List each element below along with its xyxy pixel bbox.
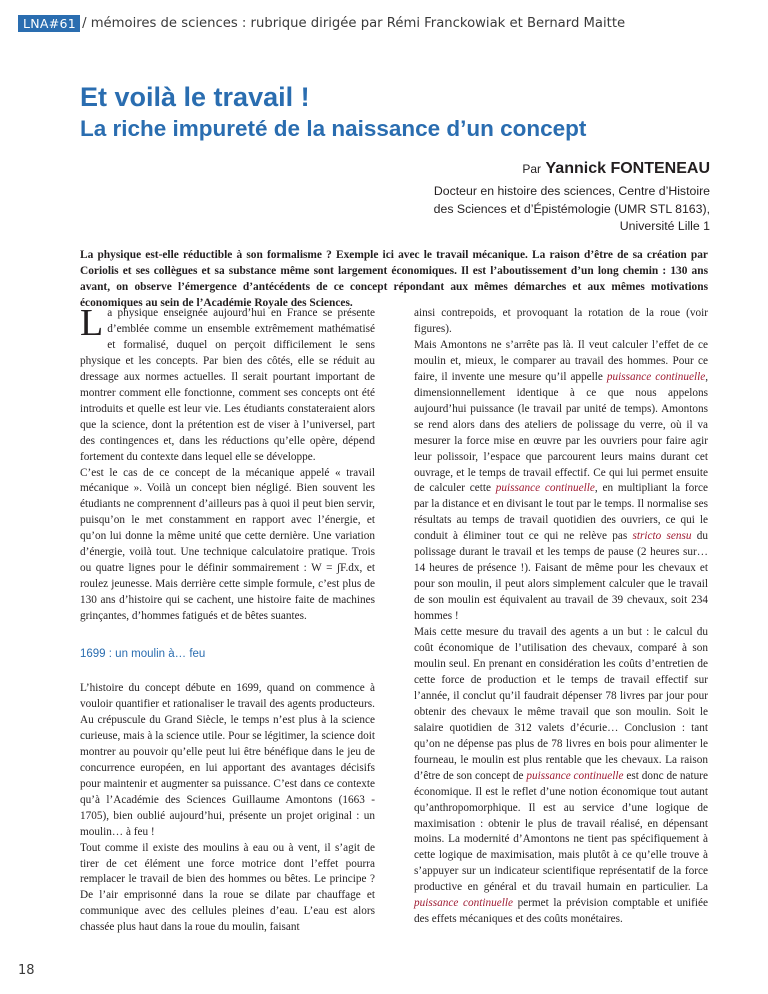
author-name: Yannick FONTENEAU [545,160,710,177]
article-title: Et voilà le travail ! [80,82,310,112]
section-heading: 1699 : un moulin à… feu [80,648,206,661]
drop-cap: L [80,302,104,344]
running-header [18,14,625,32]
page-number: 18 [18,963,35,978]
term-stricto-sensu: stricto sensu [632,530,692,543]
term-puissance-continuelle: puissance continuelle [495,482,595,495]
affiliation-line: Université Lille 1 [619,219,710,234]
body-paragraph: Mais Amontons ne s’arrête pas là. Il veut calculer l’effet de ce moulin et, mieux, le comparer au travail des hommes. Pour ce faire, il invente une mesure qu’il appelle puissance continuelle, dimensionnellement identique à ce que nous appelons aujourd’hui puissance (le travail par unité de temps). Amontons se rend alors dans des ateliers de polissage du verre, où il va mesurer la force mise en œuvre par les ouvriers pour faire agir leur polissoir, l’espace que parcourent leurs mains durant cet ouvrage, et le temps de travail effectif. Ce qui lui permet ensuite de calculer cette puissance continuelle, en multipliant la force par la distance et en divisant le tout par le temps. Il normalise ses résultats au temps de travail quotidien des ouvriers, ce qui le conduit à éliminer tout ce qui ne relève pas stricto sensu du polissage durant le travail et les temps de pause (2 heures sur… 14 heures de présence !). Faisant de même pour les chevaux et pour son moulin, il peut alors simplement calculer que le travail de son moulin est équivalent au travail de 39 chevaux, soit 234 hommes ! [414,338,709,623]
byline [522,160,710,178]
article-abstract: La physique est-elle réductible à son formalisme ? Exemple ici avec le travail mécanique. La raison d’être de sa création par Coriolis et ses collègues et sa substance même sont largement économiques. Il est l’aboutissement d’un long chemin : 130 ans avant, on observe l’émergence d’antécédents de ce concept répondant aux mêmes démarches et aux mêmes motivations économiques au sein de l’Académie Royale des Sciences. [80,249,708,309]
body-paragraph: Tout comme il existe des moulins à eau ou à vent, il s’agit de tirer de cet élément une force motrice dont l’effet pourra remplacer le travail de bien des hommes ou bêtes. Le principe ? De l’air emprisonné dans la roue se dilate par chauffage et communique avec des cellules pleines d’eau. L’eau est alors chassée plus haut dans la roue du moulin, faisant [80,841,375,934]
affiliation-line: Docteur en histoire des sciences, Centre d’Histoire [433,184,710,198]
term-puissance-continuelle: puissance continuelle [606,370,706,383]
rubric-line: / mémoires de sciences : rubrique dirigée par Rémi Franckowiak et Bernard Maitte [82,15,626,31]
magazine-badge: LNA#61 [18,15,80,32]
affiliation-line: des Sciences et d’Épistémologie (UMR STL 8163), [433,201,710,216]
column-right [414,306,708,928]
article-subtitle: La riche impureté de la naissance d’un concept [80,116,587,141]
term-puissance-continuelle: puissance continuelle [414,897,513,910]
body-paragraph: ainsi contrepoids, et provoquant la rotation de la roue (voir figures). [414,307,708,335]
body-paragraph: C’est le cas de ce concept de la mécanique appelé « travail mécanique ». Voilà un concept bien négligé. Bien souvent les étudiants ne comprennent d’ailleurs pas à quoi il peut bien servir, puisqu’on le met constamment en rapport avec l’énergie, et qu’on lui donne la même unité que cette dernière. Une variation d’énergie, voilà tout. Une technique calculatoire pratique. Trois ou quatre lignes pour le définir sommairement : W = ∫F.dx, et roulez jeunesse. Mais derrière cette simple formule, c’est plus de 130 ans d’histoire qui se cachent, une histoire faite de machines grinçantes, d’hommes fatigués et de bêtes suantes. [80,466,375,623]
by-prefix: Par [522,162,542,176]
body-paragraph: Mais cette mesure du travail des agents a un but : le calcul du coût économique de l’utilisation des chevaux, comparé à son moulin seul. En prenant en considération les coûts d’entretien de cette force de production et le temps de travail effectif sur l’année, il conclut qu’il faudrait dépenser 78 livres par jour pour obtenir des chevaux le même travail que son moulin. Soit le salaire quotidien de 312 valets d’écurie… Conclusion : tant qu’on ne dépense pas plus de 78 livres en bois pour alimenter le fourneau, le moulin est plus rentable que les chevaux. La raison d’être de son concept de puissance continuelle est donc de nature économique. Il est le reflet d’une notion économique tout autant qu’anthropomorphique. Il est au service d’une logique de maximisation : obtenir le plus de travail réalisé, en dépensant moins. La modernité d’Amontons ne tient pas spécifiquement à cette logique de maximisation, mais plutôt à ce qu’elle trouve à s’appuyer sur un indicateur scientifique représentatif de la force productive en général et du travail humain en particulier. La puissance continuelle permet la prévision comptable et unifiée des effets mécaniques et des coûts monétaires. [414,626,709,926]
author-affiliation [434,183,710,236]
column-left [80,302,375,936]
term-puissance-continuelle: puissance continuelle [526,769,624,782]
body-paragraph: L’histoire du concept débute en 1699, quand on commence à vouloir quantifier et rationaliser le travail des agents producteurs. Au crépuscule du Grand Siècle, le temps n’est plus à la science curieuse, mais à la science utile. Pour se légitimer, la science doit montrer au pouvoir qu’elle peut lui être bénéfique dans le jeu de concurrence européen, en lui apportant des avantages décisifs pour maintenir et augmenter sa puissance. C’est dans ce contexte qu’à l’Académie des Sciences Guillaume Amontons (1663 - 1705), bien oublié aujourd’hui, présente un projet original : un moulin… à feu ! [80,682,375,838]
intro-paragraph: La physique enseignée aujourd’hui en France se présente d’emblée comme un ensemble extrêmement mathématisé et formalisé, duquel on perçoit difficilement le sens physique et les concepts. Par bien des côtés, elle se réduit au dressage aux normes actuelles. Il serait pourtant important de montrer comment elle fonctionne, comment ses concepts ont été introduits et quelle est leur vie. Les étudiants constateraient alors que la science, dont la prétention est de viser à l’universel, part des contingences et, dans les réductions qu’elle opère, dépend fortement du contexte dans lequel elle se développe. [80,302,375,463]
